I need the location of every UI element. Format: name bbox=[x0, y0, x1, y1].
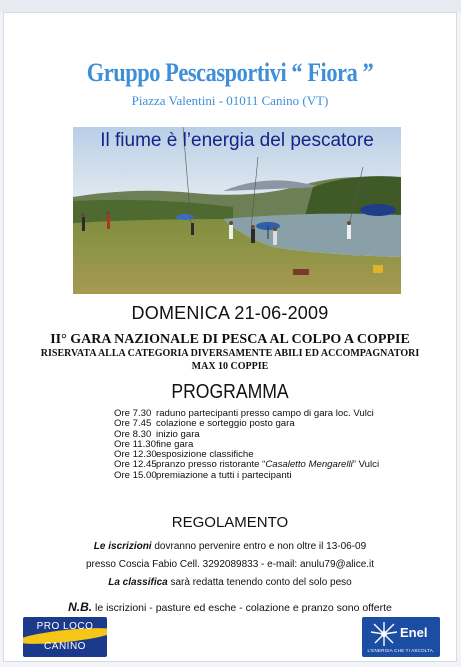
organization-address: Piazza Valentini - 01011 Canino (VT) bbox=[131, 93, 329, 108]
rule-ranking-text: sarà redatta tenendo conto del solo peso bbox=[167, 577, 352, 588]
programma-heading: PROGRAMMA bbox=[171, 381, 289, 403]
top-bar bbox=[0, 0, 461, 12]
schedule-item bbox=[114, 471, 414, 481]
enel-logo bbox=[362, 617, 440, 657]
schedule-time: Ore 11.30 bbox=[114, 438, 156, 450]
regolamento-heading: REGOLAMENTO bbox=[171, 514, 289, 531]
schedule-text: colazione e sorteggio posto gara bbox=[156, 418, 295, 430]
restaurant-name: Casaletto Mengarelli bbox=[265, 459, 353, 471]
enel-wordmark: Enel bbox=[400, 625, 428, 640]
enel-tagline: L'ENERGIA CHE TI ASCOLTA. bbox=[367, 648, 435, 653]
schedule-text: inizio gara bbox=[156, 428, 200, 440]
photo-caption: Il fiume è l’energia del pescatore bbox=[100, 130, 374, 151]
enel-sun-icon bbox=[370, 621, 398, 647]
schedule-time: Ore 12.45 bbox=[114, 459, 157, 471]
event-date: DOMENICA 21-06-2009 bbox=[131, 303, 329, 323]
rule-registration-text: dovranno pervenire entro e non oltre il 13-06-09 bbox=[151, 541, 367, 552]
pro-loco-line2: CANINO bbox=[44, 641, 86, 652]
flyer-page bbox=[3, 12, 457, 662]
schedule-time: Ore 7.45 bbox=[114, 418, 152, 430]
event-title: II° GARA NAZIONALE DI PESCA AL COLPO A COPPIE bbox=[50, 332, 410, 347]
event-photo bbox=[73, 127, 401, 294]
rule-contact: presso Coscia Fabio Cell. 3292089833 - e-mail: anulu79@alice.it bbox=[85, 559, 375, 570]
schedule-text: raduno partecipanti presso campo di gara loc. Vulci bbox=[156, 408, 374, 419]
rule-registration bbox=[4, 541, 456, 552]
schedule-list bbox=[114, 409, 414, 481]
schedule-time: Ore 15.00 bbox=[114, 469, 157, 481]
note-label: N.B. bbox=[68, 600, 93, 614]
organization-name: Gruppo Pescasportivi “ Fiora ” bbox=[86, 58, 374, 87]
event-max-couples: MAX 10 COPPIE bbox=[191, 361, 269, 372]
schedule-text: fine gara bbox=[156, 438, 194, 450]
schedule-text: premiazione a tutti i partecipanti bbox=[156, 469, 292, 481]
schedule-text-pre: pranzo presso ristorante “ bbox=[156, 459, 266, 471]
event-subtitle: RISERVATA ALLA CATEGORIA DIVERSAMENTE ABILI ED ACCOMPAGNATORI bbox=[40, 348, 420, 359]
rule-registration-label: Le iscrizioni bbox=[93, 541, 152, 552]
schedule-time: Ore 12.30 bbox=[114, 449, 157, 461]
schedule-time: Ore 7.30 bbox=[114, 408, 152, 419]
schedule-text-post: ” Vulci bbox=[352, 459, 380, 471]
pro-loco-line1: PRO LOCO bbox=[36, 621, 94, 632]
schedule-time: Ore 8.30 bbox=[114, 428, 152, 440]
rule-note bbox=[4, 600, 456, 614]
rule-ranking bbox=[4, 577, 456, 588]
note-text: le iscrizioni - pasture ed esche - colazione e pranzo sono offerte bbox=[92, 602, 392, 614]
schedule-text: esposizione classifiche bbox=[156, 449, 254, 461]
fishing-scene-image bbox=[73, 127, 401, 294]
rule-ranking-label: La classifica bbox=[108, 577, 168, 588]
pro-loco-logo bbox=[23, 617, 107, 657]
